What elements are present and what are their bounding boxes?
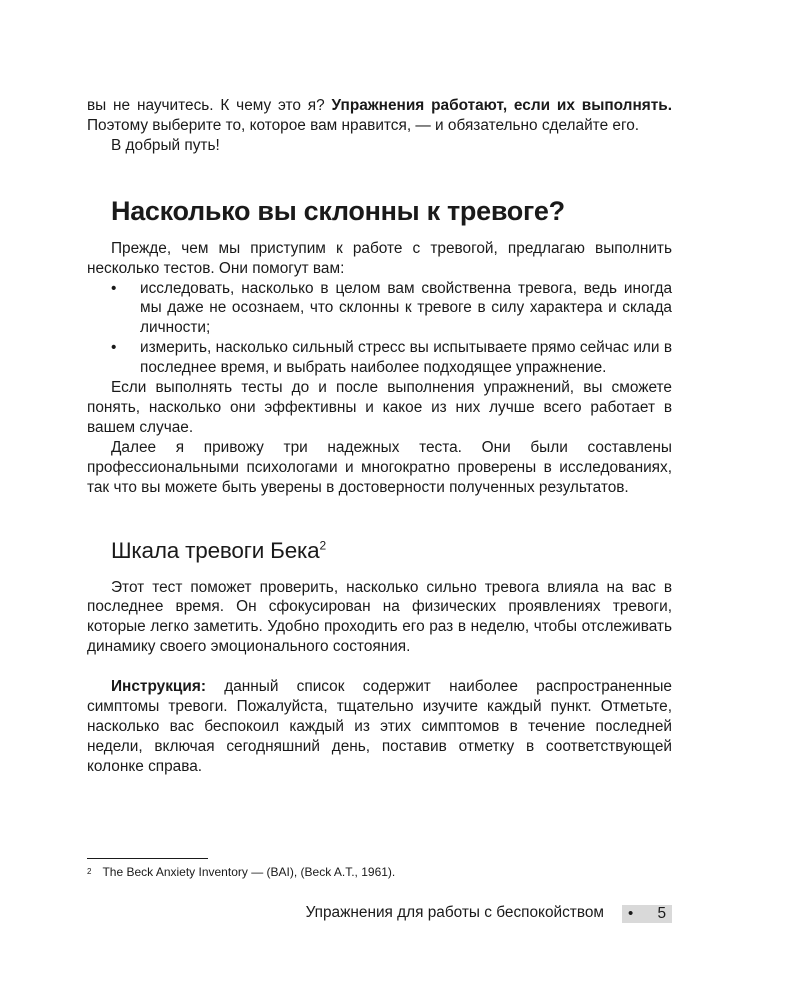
page-footer (87, 904, 672, 924)
instruction-paragraph (87, 677, 672, 777)
bullet-dot-icon: • (628, 905, 634, 922)
list-item-text: измерить, насколько сильный стресс вы испытываете прямо сейчас или в последнее время, и выбрать наиболее подходящее упражнение. (140, 339, 672, 377)
list-item-text: исследовать, насколько в целом вам свойственна тревога, ведь иногда мы даже не осознаем, что склонны к тревоге в силу характера и склада личности; (140, 279, 672, 337)
section-paragraph-3: Далее я привожу три надежных теста. Они были составлены профессиональными психологами и многократно проверены в исследованиях, так что вы можете быть уверены в достоверности полученных результатов. (87, 438, 672, 496)
page-number: 5 (657, 905, 666, 922)
intro-text: вы не научитесь. К чему это я? (87, 97, 332, 114)
running-title: Упражнения для работы с беспокойством (305, 904, 604, 921)
list-item (87, 338, 672, 378)
intro-closing: В добрый путь! (111, 136, 220, 154)
intro-paragraph (87, 96, 672, 136)
footnote-text: The Beck Anxiety Inventory — (BAI), (Beck A.T., 1961). (102, 865, 396, 879)
subsection-paragraph: Этот тест поможет проверить, насколько сильно тревога влияла на вас в последнее время. Он сфокусирован на физических проявлениях тревоги, которые легко заметить. Удобно проходить его раз в неделю, чтобы отслеживать динамику своего эмоционального состояния. (87, 578, 672, 656)
bullet-icon: • (111, 339, 117, 357)
page-number-box (622, 905, 672, 923)
intro-text-end: Поэтому выберите то, которое вам нравится, — и обязательно сделайте его. (87, 116, 640, 134)
list-item (87, 279, 672, 339)
section-heading: Насколько вы склонны к тревоге? (111, 195, 565, 226)
section-paragraph-1: Прежде, чем мы приступим к работе с тревогой, предлагаю выполнить несколько тестов. Они помогут вам: (87, 239, 672, 277)
footnote-mark: 2 (87, 867, 92, 876)
subsection-heading (111, 536, 672, 566)
footnote-reference[interactable]: 2 (319, 538, 326, 552)
instruction-text: данный список содержит наиболее распространенные симптомы тревоги. Пожалуйста, тщательно изучите каждый пункт. Отметьте, насколько вас беспокоил каждый из этих симптомов в течение последней недели, включая сегодняшний день, поставив отметку в соответствующей колонке справа. (87, 678, 672, 775)
intro-bold-text: Упражнения работают, если их выполнять. (331, 97, 672, 114)
bullet-icon: • (111, 279, 117, 297)
section-paragraph-2: Если выполнять тесты до и после выполнения упражнений, вы сможете понять, насколько они эффективны и какое из них лучше всего работает в вашем случае. (87, 379, 672, 436)
instruction-label: Инструкция: (111, 678, 206, 696)
footnote (87, 864, 395, 880)
footnote-divider (87, 858, 208, 859)
subsection-title: Шкала тревоги Бека (111, 537, 320, 563)
page-body (87, 96, 672, 777)
bullet-list (87, 279, 672, 379)
